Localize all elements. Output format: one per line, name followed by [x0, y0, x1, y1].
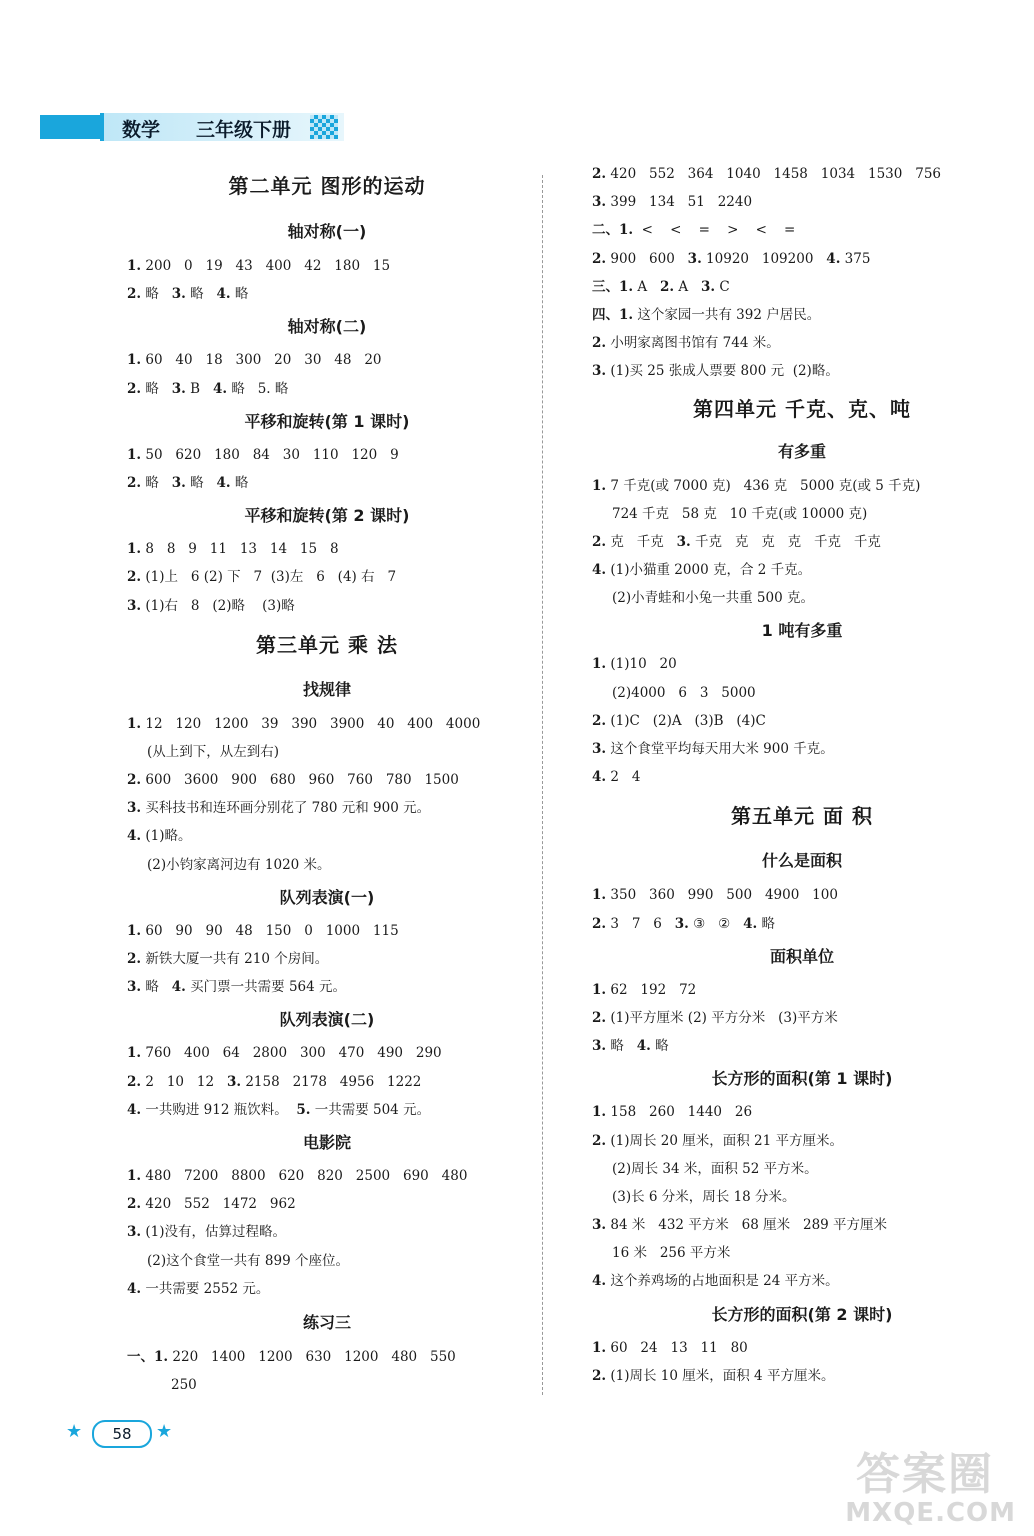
question-number: 三、1.	[592, 278, 634, 295]
answer-text: 略	[757, 915, 776, 932]
unit-heading: 第四单元 千克、克、吨	[693, 396, 911, 421]
answer-line	[592, 679, 1012, 707]
answer-line	[127, 346, 527, 374]
answer-text: 克 千克	[606, 533, 677, 550]
question-number: 2.	[127, 951, 142, 967]
question-number: 1.	[127, 541, 142, 558]
question-number: 4.	[826, 250, 841, 267]
section-heading: 什么是面积	[761, 851, 842, 871]
answer-text: A	[633, 278, 661, 295]
question-number: 4.	[127, 1280, 142, 1297]
answer-text: 84 米 432 平方米 68 厘米 289 平方厘米	[606, 1217, 888, 1234]
answer-line	[127, 1218, 527, 1246]
question-number: 3.	[592, 194, 607, 211]
question-number: 2.	[592, 712, 607, 729]
answer-text: 60 24 13 11 80	[606, 1339, 748, 1356]
answer-line	[592, 329, 1012, 357]
unit-heading: 第三单元 乘 法	[256, 632, 398, 657]
answer-line	[127, 1275, 527, 1303]
page-number: 58	[92, 1420, 152, 1448]
question-number: 3.	[687, 250, 702, 267]
answer-text: 600 3600 900 680 960 760 780 1500	[141, 772, 459, 789]
answer-text: 2 4	[606, 769, 641, 786]
question-number: 2.	[592, 915, 607, 932]
answer-line	[592, 1211, 1012, 1239]
question-number: 1.	[592, 1339, 607, 1356]
star-icon: ★	[66, 1421, 83, 1442]
unit-heading: 第五单元 面 积	[731, 804, 873, 829]
answer-text: (从上到下，从左到右)	[147, 743, 280, 760]
question-number: 4.	[171, 979, 186, 996]
answer-line	[127, 794, 527, 822]
section-heading: 平移和旋转(第 1 课时)	[244, 411, 410, 431]
question-number: 一、1.	[127, 1348, 169, 1365]
question-number: 1.	[592, 656, 607, 673]
section-heading: 长方形的面积(第 1 课时)	[711, 1069, 893, 1089]
answer-text: 略	[141, 286, 172, 303]
question-number: 2.	[592, 335, 607, 352]
question-number: 5.	[296, 1101, 311, 1118]
right-column	[592, 160, 1012, 1390]
answer-text: C	[715, 278, 730, 295]
answer-line	[592, 528, 1012, 556]
answer-line	[592, 650, 1012, 678]
question-number: 二、1.	[592, 222, 634, 239]
question-number: 1.	[127, 446, 142, 463]
header-label	[100, 113, 344, 141]
answer-text: 200 0 19 43 400 42 180 15	[141, 258, 391, 274]
star-icon: ★	[156, 1421, 173, 1442]
answer-text: 买门票一共需要 564 元。	[185, 979, 347, 996]
section-heading: 长方形的面积(第 2 课时)	[711, 1304, 893, 1324]
section-heading: 练习三	[302, 1312, 351, 1332]
answer-line	[127, 375, 527, 403]
answer-text: 480 7200 8800 620 820 2500 690 480	[141, 1167, 468, 1184]
question-number: 4.	[212, 380, 228, 397]
question-number: 3.	[171, 474, 186, 491]
answer-text: 158 260 1440 26	[606, 1104, 753, 1121]
question-number: 1.	[127, 715, 142, 732]
answer-line	[592, 245, 1012, 273]
answer-text: 千克 克 克 克 千克 千克	[690, 533, 881, 550]
answer-text: (1)周长 10 厘米，面积 4 平方厘米。	[606, 1367, 835, 1384]
question-number: 2.	[127, 1073, 142, 1090]
answer-text: (2)这个食堂一共有 899 个座位。	[147, 1252, 349, 1269]
answer-line	[592, 1004, 1012, 1032]
answer-text: 小明家离图书馆有 744 米。	[606, 335, 780, 352]
answer-line	[592, 472, 1012, 500]
answer-text: 略	[141, 979, 172, 996]
answer-text: 220 1400 1200 630 1200 480 550	[168, 1348, 456, 1365]
subject-title: 数学	[122, 119, 161, 141]
answer-text: 60 40 18 300 20 30 48 20	[141, 352, 382, 369]
answer-text: 420 552 1472 962	[141, 1196, 296, 1213]
question-number: 3.	[127, 1224, 142, 1241]
question-number: 1.	[592, 887, 607, 904]
section-heading: 轴对称(二)	[287, 317, 367, 337]
answer-text: (1)没有，估算过程略。	[141, 1224, 287, 1241]
question-number: 2.	[127, 772, 142, 789]
answer-text: 60 90 90 48 150 0 1000 115	[141, 922, 399, 939]
question-number: 2.	[127, 474, 142, 491]
question-number: 3.	[226, 1073, 242, 1090]
question-number: 3.	[592, 363, 607, 380]
answer-line	[592, 1032, 1012, 1060]
answer-text: 略 5. 略	[227, 380, 289, 397]
answer-line	[592, 160, 1012, 188]
answer-line	[592, 584, 1012, 612]
answer-line	[127, 563, 527, 591]
answer-line	[592, 301, 1012, 329]
question-number: 1.	[127, 258, 142, 274]
question-number: 2.	[592, 1132, 607, 1149]
watermark-site: MXQE.COM	[845, 1498, 1016, 1528]
answer-line	[592, 910, 1012, 938]
question-number: 3.	[701, 278, 716, 295]
answer-text: (1)小猫重 2000 克，合 2 千克。	[606, 562, 812, 579]
answer-line	[127, 469, 527, 497]
answer-text: (2)周长 34 米，面积 52 平方米。	[612, 1160, 818, 1177]
answer-text: (3)长 6 分米，周长 18 分米。	[612, 1188, 796, 1205]
answer-line	[592, 216, 1012, 244]
answer-line	[127, 1247, 527, 1275]
answer-text: 2 10 12	[141, 1073, 227, 1090]
answer-text: 买科技书和连环画分别花了 780 元和 900 元。	[141, 800, 431, 817]
answer-text: 420 552 364 1040 1458 1034 1530 756	[606, 166, 941, 182]
answer-line	[127, 1343, 527, 1371]
question-number: 4.	[216, 286, 231, 303]
question-number: 3.	[127, 800, 142, 817]
left-column	[127, 160, 527, 1399]
answer-text: 760 400 64 2800 300 470 490 290	[141, 1045, 442, 1062]
unit-heading: 第二单元 图形的运动	[228, 174, 426, 198]
answer-text: 900 600	[606, 250, 688, 267]
answer-text: 略	[650, 1038, 669, 1055]
answer-line	[592, 1098, 1012, 1126]
answer-line	[127, 535, 527, 563]
question-number: 2.	[592, 166, 607, 182]
answer-line	[592, 188, 1012, 216]
question-number: 2.	[127, 380, 142, 397]
answer-text: 一共需要 504 元。	[310, 1101, 431, 1118]
question-number: 3.	[127, 979, 142, 996]
answer-line	[592, 273, 1012, 301]
answer-line	[592, 556, 1012, 584]
answer-line	[127, 973, 527, 1001]
section-heading: 找规律	[302, 679, 351, 699]
answer-text: 略	[230, 286, 249, 303]
answer-line	[592, 763, 1012, 791]
question-number: 1.	[592, 1104, 607, 1121]
answer-text: 10920 109200	[701, 250, 827, 267]
answer-line	[127, 1096, 527, 1124]
watermark	[845, 1428, 1016, 1528]
answer-line	[127, 441, 527, 469]
answer-line	[592, 1127, 1012, 1155]
question-number: 1.	[592, 477, 607, 494]
answer-text: 一共需要 2552 元。	[141, 1280, 270, 1297]
answer-line	[127, 252, 527, 280]
answer-text: (1)周长 20 厘米，面积 21 平方厘米。	[606, 1132, 844, 1149]
answer-line	[127, 917, 527, 945]
question-number: 3.	[171, 286, 186, 303]
question-number: 1.	[127, 1045, 142, 1062]
answer-text: B	[185, 380, 213, 397]
page-footer	[62, 1420, 180, 1446]
question-number: 3.	[592, 1217, 607, 1234]
question-number: 3.	[676, 533, 691, 550]
answer-text: (1)10 20	[606, 656, 677, 673]
question-number: 2.	[660, 278, 675, 295]
question-number: 4.	[743, 915, 758, 932]
answer-text: ③ ②	[688, 915, 744, 932]
question-number: 4.	[127, 1101, 142, 1118]
answer-text: 62 192 72	[606, 981, 697, 998]
question-number: 3.	[674, 915, 689, 932]
section-heading: 队列表演(二)	[279, 1010, 375, 1030]
section-heading: 1 吨有多重	[761, 621, 843, 641]
answer-text: 一共购进 912 瓶饮料。	[141, 1101, 297, 1118]
answer-text: 这个养鸡场的占地面积是 24 平方米。	[606, 1273, 839, 1290]
answer-line	[592, 500, 1012, 528]
question-number: 2.	[127, 286, 142, 303]
answer-text: 12 120 1200 39 390 3900 40 400 4000	[141, 715, 481, 732]
answer-line	[592, 976, 1012, 1004]
answer-text: 略	[141, 380, 172, 397]
answer-text: 16 米 256 平方米	[612, 1245, 731, 1262]
question-number: 1.	[127, 1167, 142, 1184]
question-number: 4.	[636, 1038, 651, 1055]
question-number: 3.	[171, 380, 186, 397]
answer-line	[127, 945, 527, 973]
answer-line	[592, 1362, 1012, 1390]
section-heading: 有多重	[777, 441, 826, 461]
header-checker-decoration	[310, 115, 338, 139]
section-heading: 电影院	[302, 1132, 351, 1152]
question-number: 四、1.	[592, 306, 634, 323]
answer-line	[127, 766, 527, 794]
answer-text: (2)小钧家离河边有 1020 米。	[147, 856, 331, 873]
question-number: 1.	[592, 981, 607, 998]
answer-line	[127, 738, 527, 766]
section-heading: 面积单位	[769, 946, 834, 966]
question-number: 4.	[216, 474, 231, 491]
watermark-logo: 答案圈	[856, 1449, 994, 1500]
answer-text: (2)4000 6 3 5000	[612, 684, 756, 701]
question-number: 2.	[127, 1196, 142, 1213]
answer-line	[127, 1162, 527, 1190]
answer-line	[592, 1183, 1012, 1211]
question-number: 4.	[127, 828, 142, 845]
answer-text: (1)略。	[141, 828, 192, 845]
answer-line	[127, 592, 527, 620]
answer-line	[127, 1190, 527, 1218]
answer-text: 新铁大厦一共有 210 个房间。	[141, 951, 329, 967]
answer-line	[592, 735, 1012, 763]
answer-text: 3 7 6	[606, 915, 675, 932]
answer-text: 7 千克(或 7000 克) 436 克 5000 克(或 5 千克)	[606, 477, 921, 494]
header-bar	[40, 115, 100, 139]
question-number: 4.	[592, 562, 607, 579]
question-number: 3.	[127, 597, 142, 614]
answer-text: (1)上 6 (2) 下 7 (3)左 6 (4) 右 7	[141, 569, 397, 586]
section-heading: 平移和旋转(第 2 课时)	[244, 506, 410, 526]
answer-text: 399 134 51 2240	[606, 194, 753, 211]
section-heading: 队列表演(一)	[279, 887, 375, 907]
question-number: 2.	[592, 1009, 607, 1026]
question-number: 2.	[127, 569, 142, 586]
answer-line	[592, 1267, 1012, 1295]
answer-text: 略	[606, 1038, 637, 1055]
answer-line	[127, 1039, 527, 1067]
question-number: 4.	[592, 1273, 607, 1290]
question-number: 1.	[127, 922, 142, 939]
answer-text: (1)买 25 张成人票要 800 元 (2)略。	[606, 363, 839, 380]
answer-line	[592, 1155, 1012, 1183]
answer-text: < < = > < =	[633, 222, 796, 239]
question-number: 3.	[592, 741, 607, 757]
answer-line	[127, 1371, 527, 1399]
answer-text: (1)C (2)A (3)B (4)C	[606, 712, 766, 729]
question-number: 2.	[592, 250, 607, 267]
answer-line	[592, 357, 1012, 385]
answer-text: 这个家园一共有 392 户居民。	[633, 306, 821, 323]
answer-text: 略	[141, 474, 172, 491]
answer-text: 50 620 180 84 30 110 120 9	[141, 446, 399, 463]
answer-text: (2)小青蛙和小兔一共重 500 克。	[612, 590, 814, 607]
answer-text: 350 360 990 500 4900 100	[606, 887, 838, 904]
answer-text: 略	[185, 474, 217, 491]
page-header	[40, 113, 338, 141]
answer-text: 略	[230, 474, 249, 491]
answer-text: (1)右 8 (2)略 (3)略	[141, 597, 295, 614]
answer-line	[592, 881, 1012, 909]
answer-line	[127, 822, 527, 850]
answer-text: 2158 2178 4956 1222	[241, 1073, 422, 1090]
grade-title: 三年级下册	[196, 119, 292, 141]
answer-text: A	[674, 278, 702, 295]
answer-line	[592, 1334, 1012, 1362]
answer-text: 375	[840, 250, 871, 267]
question-number: 3.	[592, 1038, 607, 1055]
answer-text: 250	[171, 1377, 197, 1394]
answer-text: 8 8 9 11 13 14 15 8	[141, 541, 339, 558]
answer-text: 略	[185, 286, 217, 303]
question-number: 4.	[592, 769, 607, 786]
answer-text: (1)平方厘米 (2) 平方分米 (3)平方米	[606, 1009, 838, 1026]
answer-line	[127, 1068, 527, 1096]
answer-line	[592, 1239, 1012, 1267]
answer-line	[127, 851, 527, 879]
answer-line	[592, 707, 1012, 735]
answer-line	[127, 710, 527, 738]
section-heading: 轴对称(一)	[287, 222, 367, 241]
answer-text: 这个食堂平均每天用大米 900 千克。	[606, 741, 834, 757]
question-number: 2.	[592, 1367, 607, 1384]
question-number: 2.	[592, 533, 607, 550]
answer-line	[127, 280, 527, 308]
column-divider	[542, 175, 543, 1395]
question-number: 1.	[127, 352, 142, 369]
answer-text: 724 千克 58 克 10 千克(或 10000 克)	[612, 505, 868, 522]
